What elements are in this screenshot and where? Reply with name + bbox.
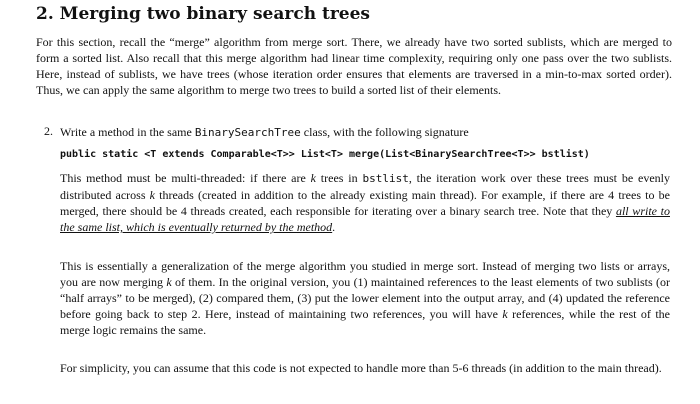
item-lead-text: Write a method in the same [60,125,195,139]
class-name: BinarySearchTree [194,126,301,139]
p1-part-d: threads (created in addition to the already existing main thread). For example, if there are 4 trees to be merged, there should be 4 threads created, each responsible for iterating over a binary search tree. Note that they [60,188,670,218]
p2-part-b: of them. In the original version, you (1) maintained references to the least elements of two sublists (or “half arrays” to be merged), (2) compared them, (3) put the lower element into the output array, and (4) updated the reference before going back to step 2. Here, instead of maintaining two references, you will have [60,275,670,321]
p1-part-a: This method must be multi-threaded: if there are [60,171,311,185]
paragraph-simplicity: For simplicity, you can assume that this code is not expected to handle more than 5-6 threads (in addition to the main thread). [60,361,662,375]
p1-code: bstlist [362,172,409,185]
p1-part-c: , the iteration work over these trees must be evenly distributed across [60,171,670,202]
p1-part-b: trees in [315,171,363,185]
p1-k-2: k [149,188,155,202]
item-lead [60,124,672,141]
paragraph-generalization [60,258,670,338]
item-number: 2. [44,124,53,138]
p2-k-2: k [502,307,508,321]
section-heading: 2. Merging two binary search trees [36,4,370,24]
paragraph-threading [60,170,670,235]
intro-paragraph: For this section, recall the “merge” algorithm from merge sort. There, we already have two sorted sublists, which are merged to form a sorted list. Also recall that this merge algorithm had linear time complexity, requiring only one pass over the two sublists. Here, instead of sublists, we have trees (whose iteration order ensures that elements are traversed in a min-to-max sorted order). Thus, we can apply the same algorithm to merge two trees to build a sorted list of their elements. [36,35,672,97]
p1-part-e: . [332,220,336,234]
p2-k-1: k [166,275,172,289]
p2-part-c: references, while the rest of the merge logic remains the same. [60,307,671,337]
method-signature: public static <T extends Comparable<T>> List<T> merge(List<BinarySearchTree<T>> bstlist) [60,149,590,160]
p2-part-a: This is essentially a generalization of the merge algorithm you studied in merge sort. Instead of merging two lists or arrays, you are now merging [60,259,670,289]
p1-k-1: k [310,171,316,185]
p1-emphasis: all write to the same list, which is eventually returned by the method [60,204,670,234]
item-lead-tail: class, with the following signature [300,125,469,139]
